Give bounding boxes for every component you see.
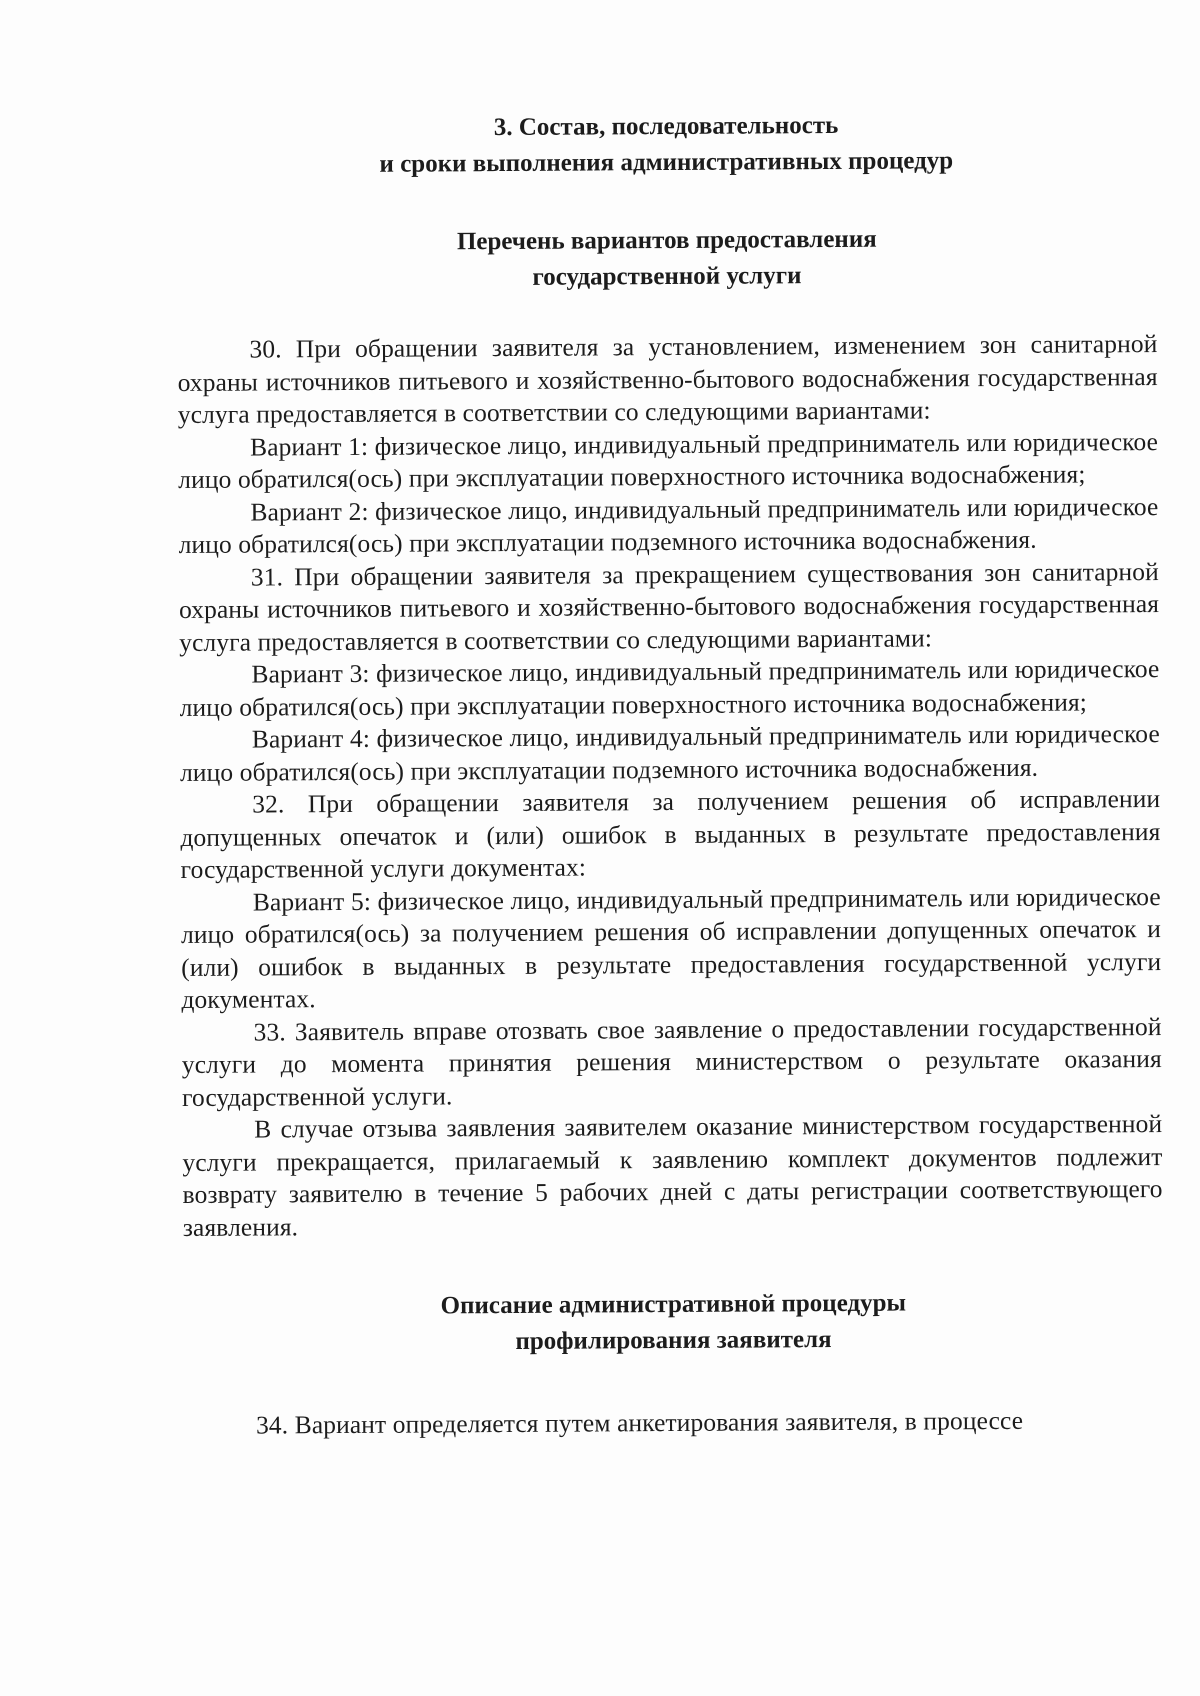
subheading-profiling-line-1: Описание административной процедуры [440,1289,907,1320]
paragraph-variant-5: Вариант 5: физическое лицо, индивидуальный предприниматель или юридическое лицо обратился(ось) за получением решения об исправлении допущенных опечаток и (или) ошибок в выданных в результате предоставления государственной услуги документах. [180,881,1162,1014]
paragraph-34: 34. Вариант определяется путем анкетирования заявителя, в процессе [255,1405,1024,1440]
subheading-profiling [183,1284,1163,1362]
subheading-variants-line-1: Перечень вариантов предоставления [456,225,877,256]
paragraph-variant-1: Вариант 1: физическое лицо, индивидуальный предприниматель или юридическое лицо обратился(ось) при эксплуатации поверхностного источника водоснабжения; [178,426,1159,494]
paragraph-30: 30. При обращении заявителя за установлением, изменением зон санитарной охраны источников питьевого и хозяйственно-бытового водоснабжения государственная услуга предоставляется в соответствии со следующими вариантами: [177,329,1158,429]
subheading-variants-line-2: государственной услуги [532,262,802,291]
subheading-variants [177,220,1157,298]
document-body [176,106,1164,1442]
section-heading-line-1: 3. Состав, последовательность [493,111,839,142]
paragraph-32: 32. При обращении заявителя за получением решения об исправлении допущенных опечаток и (или) ошибок в выданных в результате предоставления государственной услуги документах: [180,784,1161,884]
paragraph-variant-2: Вариант 2: физическое лицо, индивидуальный предприниматель или юридическое лицо обратился(ось) при эксплуатации подземного источника водоснабжения. [178,491,1159,559]
paragraph-variant-3: Вариант 3: физическое лицо, индивидуальный предприниматель или юридическое лицо обратился(ось) при эксплуатации поверхностного источника водоснабжения; [179,654,1160,722]
section-heading [176,106,1156,184]
paragraph-withdrawal: В случае отзыва заявления заявителем оказание министерством государственной услуги прекращается, прилагаемый к заявлению комплект документов подлежит возврату заявителю в течение 5 рабочих дней с даты регистрации соответствующего заявления. [182,1108,1163,1242]
paragraph-31: 31. При обращении заявителя за прекращением существования зон санитарной охраны источников питьевого и хозяйственно-бытового водоснабжения государственная услуга предоставляется в соответствии со следующими вариантами: [178,556,1160,657]
subheading-profiling-line-2: профилирования заявителя [515,1326,832,1355]
paragraph-variant-4: Вариант 4: физическое лицо, индивидуальный предприниматель или юридическое лицо обратился(ось) при эксплуатации подземного источника водоснабжения. [179,719,1160,787]
paragraph-33: 33. Заявитель вправе отозвать свое заявление о предоставлении государственной услуги до момента принятия решения министерством о результате оказания государственной услуги. [181,1011,1162,1112]
section-heading-line-2: и сроки выполнения административных процедур [379,147,954,178]
